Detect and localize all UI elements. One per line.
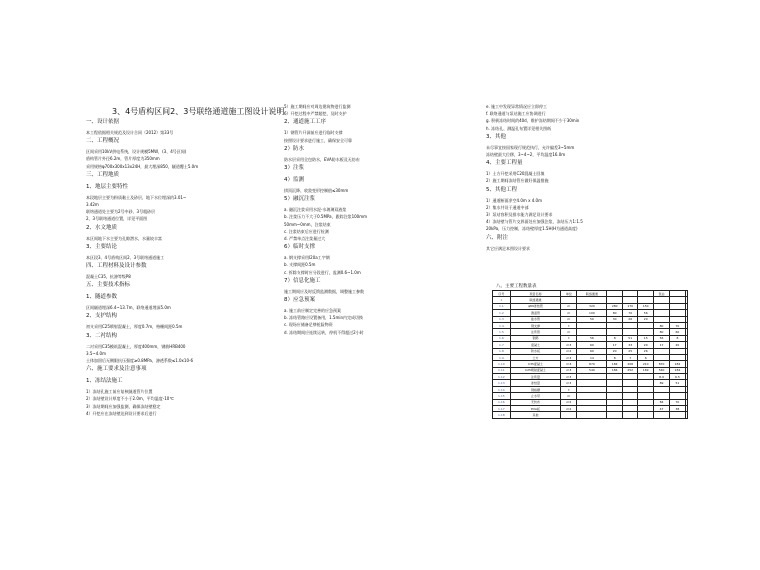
text-line: a. 钢支撑采用I20a工字钢 bbox=[284, 255, 330, 261]
table-cell: 210 bbox=[638, 361, 654, 367]
table-cell: 1.7 bbox=[493, 342, 511, 348]
table-cell: 540 bbox=[653, 367, 669, 373]
section-heading: 五、主要技术指标 bbox=[86, 282, 131, 289]
table-cell: m bbox=[561, 310, 577, 316]
table-cell bbox=[685, 412, 687, 418]
text-line: 3.42m bbox=[86, 202, 99, 208]
text-line: 4）冻结壁与管片交界面处应加强注浆，冻结压力1:1.5 bbox=[486, 219, 583, 225]
text-line: 其它应满足本图设计要求 bbox=[486, 245, 530, 251]
table-cell: 56 bbox=[638, 310, 654, 316]
table-cell: 8 bbox=[670, 335, 686, 341]
table-cell: m bbox=[561, 303, 577, 309]
table-cell: 注浆管 bbox=[510, 329, 561, 335]
text-line: 4）开挖应在冻结壁达到设计要求后进行 bbox=[86, 410, 157, 416]
table-cell: 25 bbox=[622, 348, 638, 354]
text-line: 本工程依据相关规范及设计合同（2012）第33号 bbox=[86, 130, 174, 135]
table-cell: 540 bbox=[577, 367, 607, 373]
text-line: g. 积极冻结时间约40d，维护冻结期间不少于30min bbox=[486, 118, 580, 124]
text-line: f. 联络通道与泵站施工应协调进行 bbox=[486, 111, 546, 117]
table-cell: 252 bbox=[622, 367, 638, 373]
text-line: 冻结壁最大位移，3~4~2，平均温度16.0m bbox=[486, 152, 566, 158]
table-cell: φ89冻结管 bbox=[510, 303, 561, 309]
column-1 bbox=[86, 118, 281, 418]
text-line: a. 融沉注浆采用水泥-水玻璃双液浆 bbox=[284, 207, 347, 213]
table-cell: 51 bbox=[622, 335, 638, 341]
text-line: 本段地层主要为粉质黏土及砂层，地下水位埋深约3.01~ bbox=[86, 194, 187, 200]
table-cell: 20 bbox=[670, 342, 686, 348]
table-cell: 51 bbox=[670, 380, 686, 386]
text-line: d. 冻结期间应连续运转，停机不得超过2小时 bbox=[284, 329, 364, 335]
section-heading: 5）融沉注浆 bbox=[284, 196, 315, 203]
table-cell: 1.4 bbox=[493, 322, 511, 328]
section-heading: 三、工程地质 bbox=[86, 171, 120, 178]
table-cell: 盐水管 bbox=[510, 316, 561, 322]
table-cell: 20 bbox=[638, 342, 654, 348]
table-cell: 8 bbox=[607, 335, 623, 341]
table-cell: 6.5 bbox=[670, 374, 686, 380]
table-cell: 1.3 bbox=[493, 316, 511, 322]
table-cell: 60 bbox=[577, 342, 607, 348]
table-cell: 26 bbox=[638, 348, 654, 354]
table-cell: m2 bbox=[561, 348, 577, 354]
table-cell: 33 bbox=[622, 342, 638, 348]
table-cell: 防水板 bbox=[510, 348, 561, 354]
text-line: c. 现场应储备足够抢险物资 bbox=[284, 322, 333, 328]
section-heading: 二、工程概况 bbox=[86, 138, 120, 145]
table-cell: 56 bbox=[577, 335, 607, 341]
table-cell: 1.12 bbox=[493, 374, 511, 380]
table-cell: m3 bbox=[561, 380, 577, 386]
table-cell: 止水带 bbox=[510, 393, 561, 399]
table-cell: C35混凝土 bbox=[510, 361, 561, 367]
section-heading: 2）防水 bbox=[284, 145, 304, 152]
table-cell bbox=[622, 412, 638, 418]
table-cell: t bbox=[561, 386, 577, 392]
table-cell: 1.17 bbox=[493, 406, 511, 412]
table-cell: 84 bbox=[653, 399, 669, 405]
table-cell: 38 bbox=[670, 406, 686, 412]
table-row bbox=[493, 412, 688, 418]
table-cell: m2 bbox=[561, 406, 577, 412]
table-cell: 17 bbox=[653, 342, 669, 348]
table-cell: 20 bbox=[638, 316, 654, 322]
section-heading: 2、支护结构 bbox=[86, 313, 117, 320]
table-header: 联络通道 bbox=[577, 291, 607, 297]
text-line: 2）集水井设于通道中部 bbox=[486, 204, 529, 210]
table-cell: C25喷射混凝土 bbox=[510, 367, 561, 373]
text-line: 2、3号联络通道位置，详见平面图 bbox=[86, 216, 148, 222]
table-cell: 钢筋 bbox=[510, 335, 561, 341]
text-line: 采用规格φ700x300x13x24H，最大埋深850，隧道覆土5.0m bbox=[86, 163, 199, 169]
table-cell: m2 bbox=[561, 399, 577, 405]
text-line: 1）钢管片开洞前应进行临时支撑 bbox=[284, 130, 343, 136]
table-cell bbox=[577, 412, 607, 418]
section-heading: 4、主要工程量 bbox=[486, 160, 523, 167]
section-heading: 1、冻结法施工 bbox=[86, 378, 123, 385]
table-cell: 870 bbox=[577, 361, 607, 367]
table-cell: 47 bbox=[653, 406, 669, 412]
text-line: c. 拆除支撑时应分段进行，监测0.6~1.0m bbox=[284, 269, 361, 275]
table-cell: 320 bbox=[577, 303, 607, 309]
text-line: 1）冻结孔施工前应复核隧道管片位置 bbox=[86, 389, 153, 395]
text-line: a. 施工前应制定完善的应急预案 bbox=[284, 308, 341, 314]
table-cell: 无纺布 bbox=[510, 399, 561, 405]
table-cell: EVA板 bbox=[510, 406, 561, 412]
table-cell: 15 bbox=[638, 335, 654, 341]
text-line: 区间隧道埋深6.4~13.7m，联络通道埋深5.0m bbox=[86, 305, 171, 311]
table-cell: m3 bbox=[561, 354, 577, 360]
table-cell: 80 bbox=[653, 329, 669, 335]
table-cell: 1.5 bbox=[493, 329, 511, 335]
table-cell: t bbox=[561, 335, 577, 341]
table-cell: 1.1 bbox=[493, 303, 511, 309]
text-line: 本区段3、4号盾构区间2、3号联络通道施工 bbox=[86, 254, 165, 260]
text-line: 区间采用10kV供电系统，设计规模5MW，(3、4号区间) bbox=[86, 149, 187, 155]
text-line: 1）土方开挖采用C20混凝土回填 bbox=[486, 171, 545, 177]
text-line: 3）冻结期间应加强监测，确保冻结壁稳定 bbox=[86, 403, 161, 409]
text-line: 1）通道断面净空4.0m x 4.0m bbox=[486, 197, 542, 203]
table-cell: 30 bbox=[607, 316, 623, 322]
table-cell: m bbox=[561, 393, 577, 399]
table-cell: 69 bbox=[577, 348, 607, 354]
table-cell: 1.15 bbox=[493, 393, 511, 399]
column-2 bbox=[284, 104, 480, 337]
text-line: 防水层采用全包防水，EVA防水板及无纺布 bbox=[284, 156, 360, 162]
text-line: 施工期间应及时反馈监测数据，调整施工参数 bbox=[284, 288, 364, 294]
table-cell: 80 bbox=[607, 310, 623, 316]
table-cell: 1 bbox=[493, 297, 511, 303]
section-heading: 2、水文地质 bbox=[86, 224, 117, 231]
table-cell: 20 bbox=[607, 348, 623, 354]
table-cell: 联络通道 bbox=[510, 297, 561, 303]
text-line: 3.5~4.0m bbox=[86, 350, 106, 356]
section-heading: 2、通道施工工序 bbox=[284, 119, 326, 126]
section-heading: 六、施工要求及注意事项 bbox=[86, 366, 147, 373]
table-header: 泵站 bbox=[653, 291, 669, 297]
table-cell: 1.10 bbox=[493, 361, 511, 367]
table-cell: 100 bbox=[577, 310, 607, 316]
text-line: 未尽事宜按国家现行规范执行，允许偏差3~5mm bbox=[486, 144, 575, 150]
text-line: 50mm~0mm，注浆结束 bbox=[284, 221, 331, 227]
text-line: 3）泵站容积及排水能力满足设计要求 bbox=[486, 212, 553, 218]
table-cell: 70 bbox=[670, 399, 686, 405]
table-cell: 1.13 bbox=[493, 380, 511, 386]
table-cell: 170 bbox=[622, 303, 638, 309]
column-3 bbox=[486, 104, 686, 253]
text-line: e. 施工中发现异常情况应立即停工 bbox=[486, 104, 548, 109]
table-cell: 8 bbox=[607, 354, 623, 360]
table-cell: 184 bbox=[607, 361, 623, 367]
text-line: 拱顶沉降、收敛变形控制值≤30mm bbox=[284, 188, 349, 194]
table-header: 单位 bbox=[561, 291, 577, 297]
table-cell: 60 bbox=[670, 329, 686, 335]
table-cell: 184 bbox=[670, 361, 686, 367]
table-cell: 1.8 bbox=[493, 348, 511, 354]
table-cell bbox=[638, 412, 654, 418]
text-line: 初支采用C25喷射混凝土，厚度0.7m，格栅间距0.5m bbox=[86, 324, 183, 330]
table-cell: 钢支撑 bbox=[510, 322, 561, 328]
text-line: b. 支撑间距0.5m bbox=[284, 262, 316, 268]
table-caption: 八、主要工程数量表 bbox=[496, 284, 537, 289]
section-heading: 四、工程材料及设计参数 bbox=[86, 263, 147, 270]
quantity-table bbox=[492, 290, 688, 419]
text-line: 6）开挖过程中严禁超挖，及时支护 bbox=[284, 111, 347, 117]
section-heading: 4）监测 bbox=[284, 177, 304, 184]
table-cell: 56 bbox=[653, 335, 669, 341]
table-cell: 89 bbox=[653, 380, 669, 386]
table-cell: 混凝土 bbox=[510, 342, 561, 348]
table-cell: 钢格栅 bbox=[510, 386, 561, 392]
table-cell: 14 bbox=[577, 354, 607, 360]
table-cell: 50 bbox=[577, 316, 607, 322]
text-line: b. 冻结管路应设置备用，1.5min内完成切换 bbox=[284, 315, 363, 321]
table-cell: m3 bbox=[561, 361, 577, 367]
text-line: 盾构管片外径6.2m，管片厚度为350mm bbox=[86, 156, 160, 162]
table-cell: t bbox=[561, 322, 577, 328]
table-cell: 150 bbox=[638, 303, 654, 309]
table-header: 序号 bbox=[493, 291, 511, 297]
section-heading: 6）临时支撑 bbox=[284, 244, 315, 251]
table-cell bbox=[607, 412, 623, 418]
table-cell: 注浆量 bbox=[510, 374, 561, 380]
table-cell: 7 bbox=[622, 354, 638, 360]
table-cell: m3 bbox=[561, 367, 577, 373]
text-line: 混凝土C35，抗渗等级P8 bbox=[86, 274, 131, 280]
table-cell: 1.18 bbox=[493, 412, 511, 418]
table-cell: 1.2 bbox=[493, 310, 511, 316]
text-line: d. 严禁单点注浆量过大 bbox=[284, 236, 326, 242]
text-line: 5）施工期间应对周边建筑物进行监测 bbox=[284, 104, 351, 109]
section-heading: 1、地层主要特性 bbox=[86, 183, 128, 190]
text-line: 联络通道处主要为2号中砂、3号粗砂层 bbox=[86, 209, 156, 215]
text-line: b. 注浆压力不大于0.5MPa，跟踪注浆100mm bbox=[284, 214, 368, 220]
table-cell: m3 bbox=[561, 374, 577, 380]
table-cell: 17 bbox=[607, 342, 623, 348]
table-cell: 6 bbox=[638, 354, 654, 360]
section-heading: 3）注浆 bbox=[284, 165, 304, 172]
section-heading: 3、主要结论 bbox=[86, 243, 117, 250]
table-cell: m bbox=[561, 316, 577, 322]
table-cell: 280 bbox=[607, 303, 623, 309]
text-line: 二衬采用C35模筑混凝土，厚度400mm，钢筋HRB400 bbox=[86, 343, 186, 349]
table-cell bbox=[561, 412, 577, 418]
table-cell: 1.14 bbox=[493, 386, 511, 392]
table-cell: 1.9 bbox=[493, 354, 511, 360]
text-line: c. 注浆结束后应进行检测 bbox=[284, 228, 329, 234]
table-cell: 其他 bbox=[510, 412, 561, 418]
section-heading: 3、其他 bbox=[486, 133, 506, 140]
text-line: 按照设计要求进行施工，确保安全可靠 bbox=[284, 137, 352, 143]
table-cell: 8.9 bbox=[653, 374, 669, 380]
section-heading: 1、隧道参数 bbox=[86, 294, 117, 301]
text-line: 本区间地下水主要为孔隙潜水，水量较丰富 bbox=[86, 235, 162, 241]
table-cell: 70 bbox=[670, 322, 686, 328]
text-line: 土体加固后无侧限抗压强度≥0.8MPa，渗透系数≤1.0x10-6 bbox=[86, 358, 194, 364]
section-heading: 8）应急预案 bbox=[284, 297, 315, 304]
section-heading: 六、附注 bbox=[486, 234, 509, 241]
table-cell: 184 bbox=[670, 367, 686, 373]
table-cell bbox=[670, 412, 686, 418]
table-cell: 80 bbox=[653, 322, 669, 328]
text-line: 2）冻结壁设计厚度不小于2.0m，平均温度-10℃ bbox=[86, 396, 174, 402]
table-cell: 26 bbox=[622, 316, 638, 322]
text-line: 2）施工期间冻结管应做好保温措施 bbox=[486, 178, 549, 184]
section-heading: 5、其他工程 bbox=[486, 186, 517, 193]
text-line: h. 冻结孔、测温孔布置详见相关图纸 bbox=[486, 125, 552, 131]
table-cell: 1.16 bbox=[493, 399, 511, 405]
table-cell: 土方 bbox=[510, 354, 561, 360]
table-header: 项目名称 bbox=[510, 291, 561, 297]
table-cell: 70 bbox=[622, 310, 638, 316]
section-heading: 3、二衬结构 bbox=[86, 332, 117, 339]
section-heading: 一、设计依据 bbox=[86, 119, 120, 125]
table-cell: 测温管 bbox=[510, 310, 561, 316]
document-title: 3、4号盾构区间2、3号联络通道施工图设计说明 bbox=[112, 107, 285, 116]
table-cell: m bbox=[561, 329, 577, 335]
table-cell: 冻结量 bbox=[510, 380, 561, 386]
section-heading: 7）信息化施工 bbox=[284, 277, 321, 284]
table-cell: 1.11 bbox=[493, 367, 511, 373]
table-cell: 184 bbox=[607, 367, 623, 373]
table-cell: 208 bbox=[622, 361, 638, 367]
text-line: 20kPa，压力控制，冻结壁厚度1.5H(H为通道高度) bbox=[486, 226, 578, 232]
table-cell: 1.6 bbox=[493, 335, 511, 341]
table-cell: m3 bbox=[561, 342, 577, 348]
table-cell bbox=[653, 412, 669, 418]
table-cell: 169 bbox=[638, 367, 654, 373]
table-cell: 870 bbox=[653, 361, 669, 367]
